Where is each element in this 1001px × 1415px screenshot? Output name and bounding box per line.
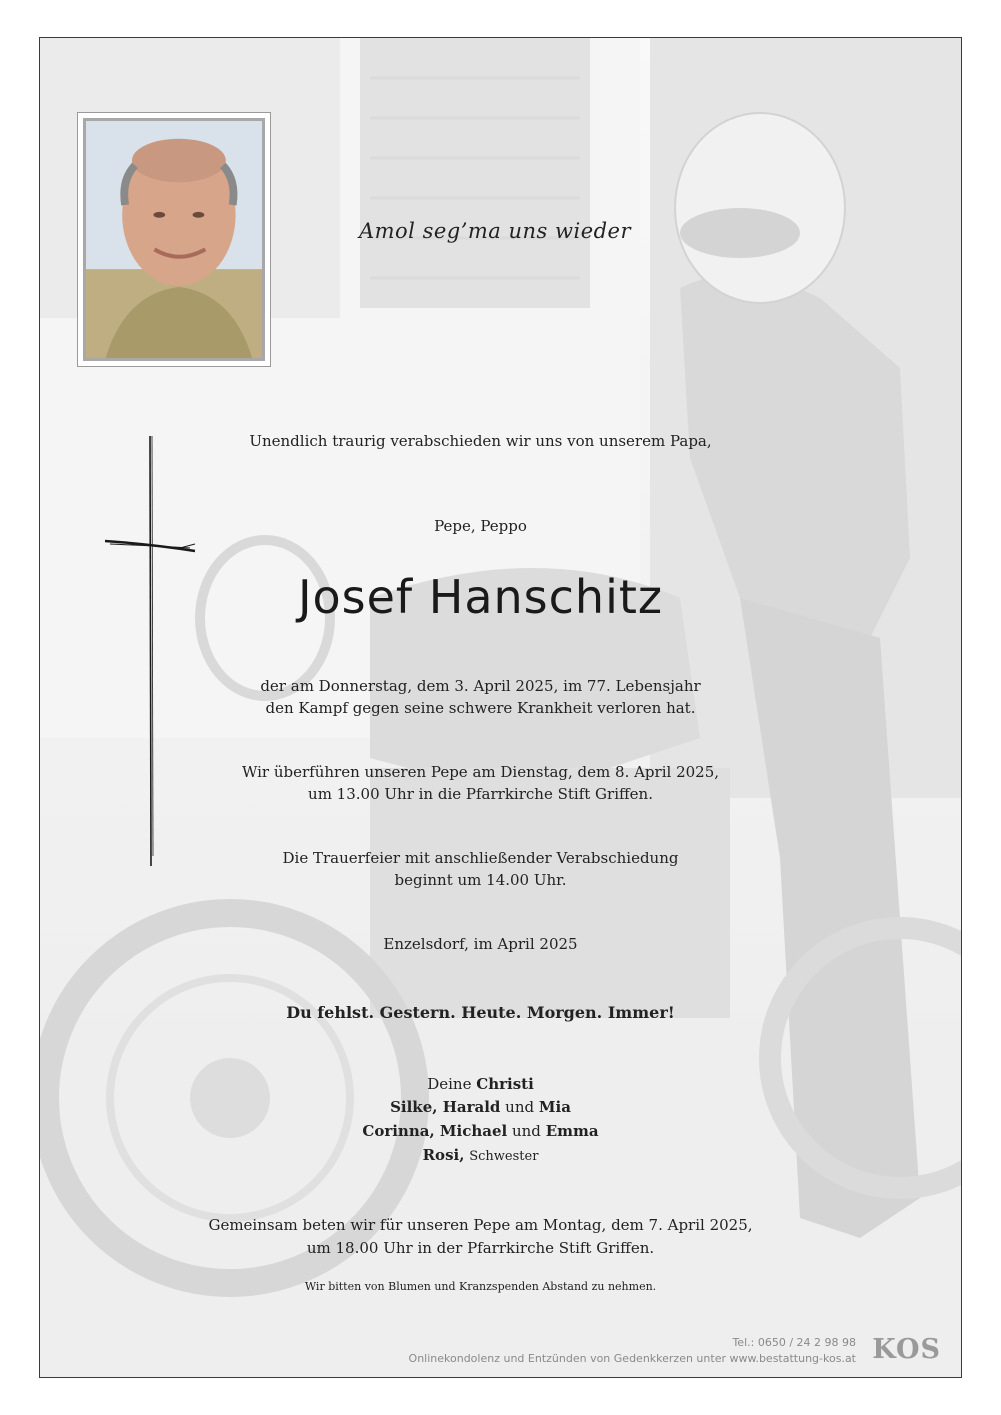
mourners-line-2 (40, 1096, 921, 1119)
mourners-line-1 (40, 1073, 921, 1096)
footer-telephone: Tel.: 0650 / 24 2 98 98 (732, 1336, 856, 1349)
mourners-mia: Mia (538, 1098, 571, 1116)
mourners-line-3 (40, 1120, 921, 1143)
footer-online-condolence: Onlinekondolenz und Entzünden von Gedenkkerzen unter www.bestattung-kos.at (408, 1352, 856, 1365)
ceremony-line-1: Die Trauerfeier mit anschließender Verabschiedung (282, 849, 679, 867)
place-date: Enzelsdorf, im April 2025 (383, 935, 578, 953)
portrait-frame (77, 112, 271, 367)
mourners-und-2: und (511, 1122, 541, 1140)
motto: Amol seg’ma uns wieder (358, 219, 632, 243)
mourners-corinna-michael: Corinna, Michael (362, 1122, 508, 1140)
obituary-card (39, 37, 962, 1378)
nickname: Pepe, Peppo (434, 517, 527, 535)
prayer-line-1: Gemeinsam beten wir für unseren Pepe am Montag, dem 7. April 2025, (208, 1216, 753, 1234)
cross-icon (100, 436, 200, 876)
mourners-emma: Emma (545, 1122, 599, 1140)
mourners-silke-harald: Silke, Harald (390, 1098, 501, 1116)
deceased-name: Josef Hanschitz (297, 570, 664, 624)
portrait-photo-illustration (86, 121, 262, 358)
mourners-schwester: Schwester (469, 1149, 539, 1164)
portrait-photo (83, 118, 265, 361)
death-line-1: der am Donnerstag, dem 3. April 2025, im 77. Lebensjahr (260, 677, 701, 695)
mourners-christi: Christi (476, 1075, 534, 1093)
mourners-rosi: Rosi, (422, 1146, 465, 1164)
kos-logo: KOS (872, 1334, 941, 1365)
transfer-line-2: um 13.00 Uhr in die Pfarrkirche Stift Griffen. (308, 785, 653, 803)
mourners-line-4 (40, 1144, 921, 1168)
prayer-line-2: um 18.00 Uhr in der Pfarrkirche Stift Griffen. (306, 1239, 655, 1257)
mourners-und-1: und (505, 1098, 535, 1116)
ceremony-line-2: beginnt um 14.00 Uhr. (394, 871, 567, 889)
transfer-line-1: Wir überführen unseren Pepe am Dienstag, dem 8. April 2025, (241, 763, 720, 781)
death-line-2: den Kampf gegen seine schwere Krankheit verloren hat. (265, 699, 696, 717)
quote: Du fehlst. Gestern. Heute. Morgen. Immer! (286, 1003, 675, 1022)
flowers-note: Wir bitten von Blumen und Kranzspenden Abstand zu nehmen. (304, 1280, 657, 1293)
mourners-deine: Deine (427, 1075, 472, 1093)
intro-text: Unendlich traurig verabschieden wir uns von unserem Papa, (249, 432, 712, 450)
